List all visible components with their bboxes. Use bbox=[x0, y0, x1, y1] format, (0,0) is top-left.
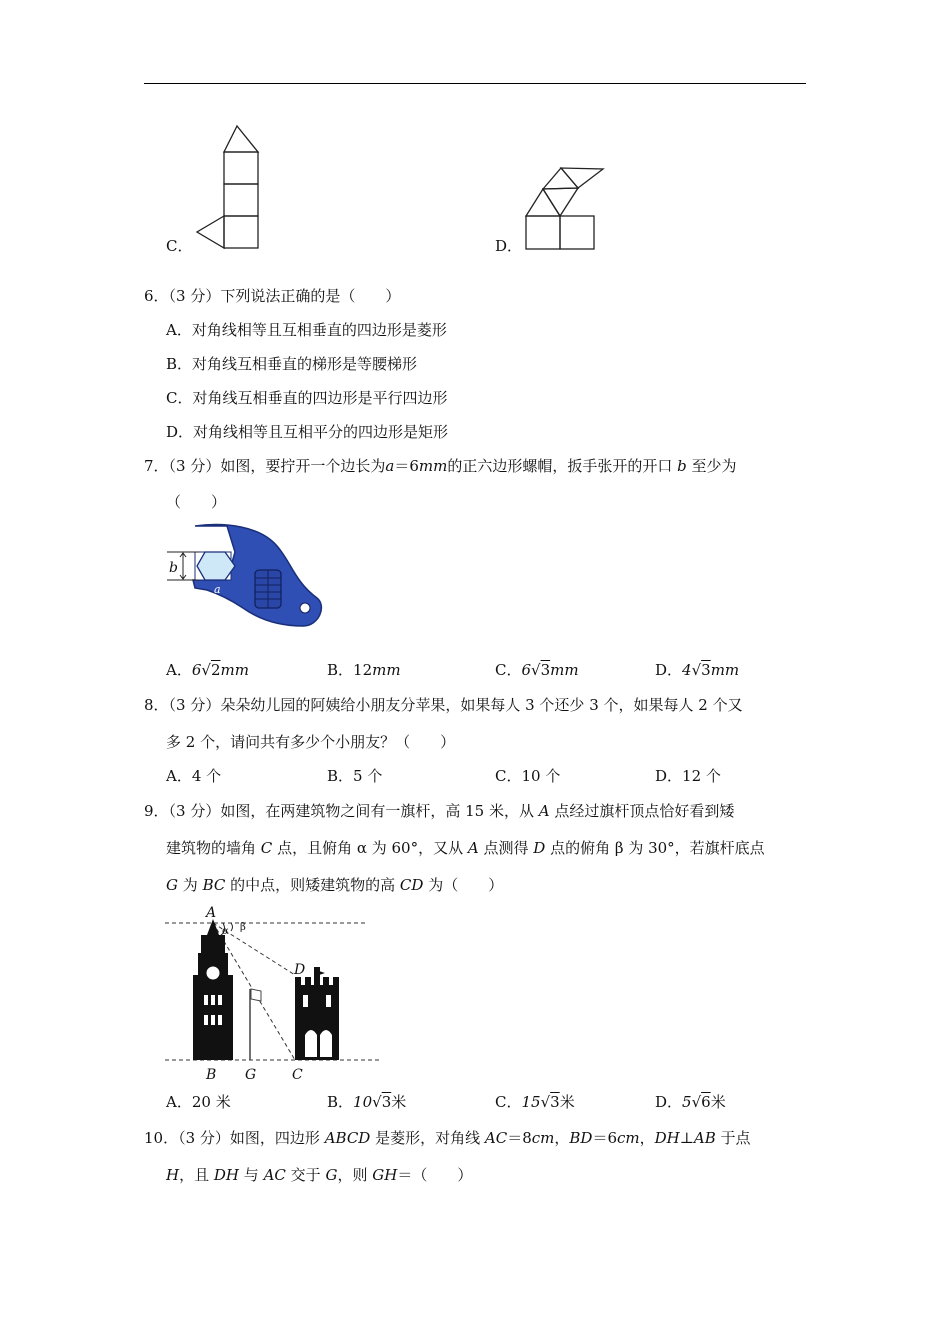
fig-label-g: G bbox=[245, 1067, 257, 1083]
q9-option-a: A．20 米 bbox=[166, 1093, 231, 1111]
q8-option-c: C．10 个 bbox=[495, 767, 561, 785]
q9-stem-line2: 建筑物的墙角 C 点，且俯角 α 为 60°，又从 A 点测得 D 点的俯角 β 为 30°，若旗杆底点 bbox=[166, 839, 765, 857]
q6-stem: 6．（3 分）下列说法正确的是（ ） bbox=[144, 287, 401, 305]
fig-label-alpha: α bbox=[222, 926, 229, 937]
option-c-label: C． bbox=[166, 237, 193, 255]
q6-option-c: C．对角线互相垂直的四边形是平行四边形 bbox=[166, 389, 448, 407]
fig-label-a: A bbox=[206, 905, 217, 921]
net-figure-c bbox=[195, 124, 265, 252]
q9-stem-line1: 9．（3 分）如图，在两建筑物之间有一旗杆，高 15 米，从 A 点经过旗杆顶点恰好看到矮 bbox=[144, 802, 735, 820]
wrench-label-a: a bbox=[214, 583, 221, 596]
q9-stem-line3: G 为 BC 的中点，则矮建筑物的高 CD 为（ ） bbox=[166, 876, 504, 894]
q8-option-a: A．4 个 bbox=[166, 767, 222, 785]
q7-option-a: A．6√2mm bbox=[166, 661, 249, 679]
q8-option-b: B．5 个 bbox=[327, 767, 383, 785]
q6-option-a: A．对角线相等且互相垂直的四边形是菱形 bbox=[166, 321, 447, 339]
q8-option-d: D．12 个 bbox=[655, 767, 721, 785]
q7-stem: 7．（3 分）如图，要拧开一个边长为a＝6mm的正六边形螺帽，扳手张开的开口 b 至少为 bbox=[144, 457, 737, 475]
q9-option-d: D．5√6米 bbox=[655, 1093, 726, 1111]
fig-label-c: C bbox=[292, 1067, 303, 1083]
option-d-label: D． bbox=[495, 237, 523, 255]
wrench-label-b: b bbox=[169, 560, 178, 576]
q10-stem-line2: H，且 DH 与 AC 交于 G，则 GH＝（ ） bbox=[166, 1166, 473, 1184]
q7-option-c: C．6√3mm bbox=[495, 661, 579, 679]
q8-stem-line1: 8．（3 分）朵朵幼儿园的阿姨给小朋友分苹果，如果每人 3 个还少 3 个，如果每人 2 个又 bbox=[144, 696, 743, 714]
q7-answer-paren: （ ） bbox=[166, 493, 227, 511]
q6-option-b: B．对角线互相垂直的梯形是等腰梯形 bbox=[166, 355, 418, 373]
q10-stem-line1: 10．（3 分）如图，四边形 ABCD 是菱形，对角线 AC＝8cm，BD＝6cm，DH⊥AB 于点 bbox=[144, 1129, 751, 1147]
q6-option-d: D．对角线相等且互相平分的四边形是矩形 bbox=[166, 423, 449, 441]
header-rule bbox=[144, 83, 806, 84]
fig-label-d: D bbox=[294, 962, 306, 978]
buildings-figure bbox=[165, 905, 385, 1067]
wrench-figure bbox=[165, 522, 327, 632]
q9-option-b: B．10√3米 bbox=[327, 1093, 407, 1111]
q9-option-c: C．15√3米 bbox=[495, 1093, 575, 1111]
fig-label-b: B bbox=[206, 1067, 217, 1083]
q7-option-d: D．4√3mm bbox=[655, 661, 740, 679]
q7-option-b: B．12mm bbox=[327, 661, 401, 679]
q8-stem-line2: 多 2 个，请问共有多少个小朋友？（ ） bbox=[166, 733, 456, 751]
fig-label-beta: β bbox=[240, 922, 246, 933]
net-figure-d bbox=[524, 166, 606, 252]
